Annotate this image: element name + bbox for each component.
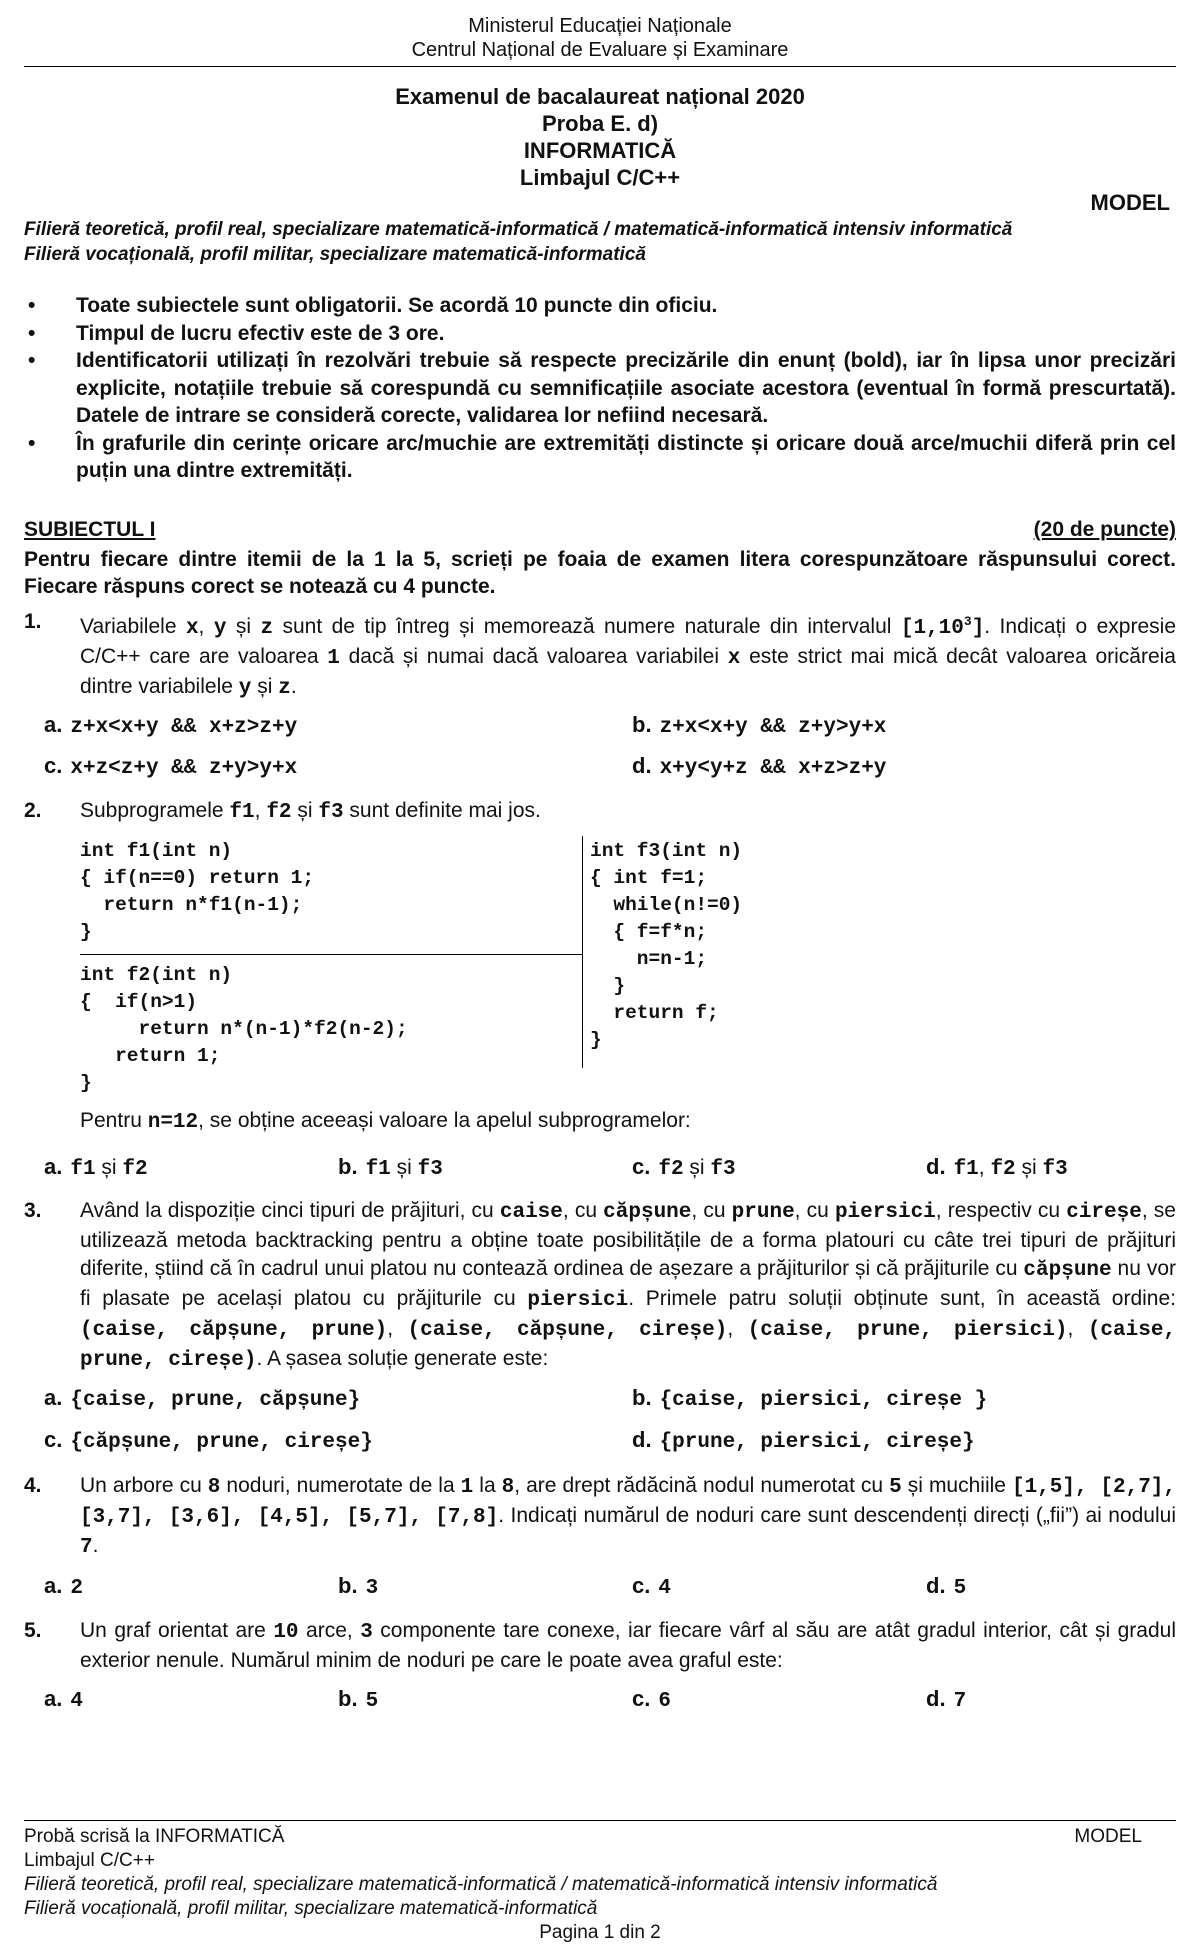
- code-f3: int f3(int n) { int f=1; while(n!=0) { f=f*n; n=n-1; } return f; }: [590, 840, 743, 1051]
- question-text: Subprogramele f1, f2 și f3 sunt definite mai jos.: [80, 799, 541, 824]
- question-2-prompt: Pentru n=12, se obține aceeași valoare la apelul subprogramelor:: [80, 1109, 691, 1134]
- question-2: [24, 797, 1176, 827]
- footer-filiera-1: Filieră teoretică, profil real, specializare matematică-informatică / matematică-informatică intensiv informatică: [24, 1874, 938, 1895]
- question-number: 3.: [24, 1199, 42, 1222]
- option-1c[interactable]: c. x+z<z+y && z+y>y+x: [44, 753, 298, 780]
- option-2d[interactable]: d. f1, f2 și f3: [926, 1154, 1068, 1181]
- section-points: (20 de puncte): [1033, 518, 1176, 541]
- exam-proba: Proba E. d): [541, 111, 659, 136]
- rule-item: [24, 320, 1176, 348]
- question-4: [24, 1472, 1176, 1562]
- question-3: [24, 1197, 1176, 1375]
- filiera-line-1: Filieră teoretică, profil real, specializare matematică-informatică / matematică-informatică intensiv informatică: [24, 219, 1013, 240]
- rule-text: Toate subiectele sunt obligatorii. Se acordă 10 puncte din oficiu.: [76, 294, 718, 317]
- section-header: [24, 518, 1176, 542]
- exam-title-block: [24, 83, 1176, 191]
- bullet: •: [28, 294, 36, 317]
- rule-item: [24, 430, 1176, 485]
- filiera-line-2: Filieră vocațională, profil militar, specializare matematică-informatică: [24, 244, 646, 265]
- page-number: Pagina 1 din 2: [539, 1922, 661, 1943]
- option-1d[interactable]: d. x+y<y+z && x+z>z+y: [632, 753, 887, 780]
- option-5c[interactable]: c. 6: [632, 1686, 671, 1713]
- question-5: [24, 1617, 1176, 1675]
- rule-text: În grafurile din cerințe oricare arc/muchie are extremități distincte și oricare două arce/muchii diferă prin cel puțin una dintre extremități.: [76, 431, 1176, 482]
- option-3a[interactable]: a. {caise, prune, căpșune}: [44, 1385, 361, 1412]
- code-divider-vertical: [582, 836, 583, 1068]
- ministry-name: Ministerul Educației Naționale: [468, 15, 732, 37]
- option-2c[interactable]: c. f2 și f3: [632, 1154, 736, 1181]
- option-1a[interactable]: a. z+x<x+y && x+z>z+y: [44, 712, 298, 739]
- footer-title: Probă scrisă la INFORMATICĂ: [24, 1826, 285, 1847]
- option-5d[interactable]: d. 7: [926, 1686, 967, 1713]
- option-5a[interactable]: a. 4: [44, 1686, 83, 1713]
- option-4c[interactable]: c. 4: [632, 1573, 671, 1600]
- rule-item: [24, 347, 1176, 430]
- option-4a[interactable]: a. 2: [44, 1573, 83, 1600]
- exam-language: Limbajul C/C++: [519, 165, 681, 190]
- question-text: Având la dispoziție cinci tipuri de prăjituri, cu caise, cu căpșune, cu prune, cu piersici, respectiv cu cireșe, se utilizează metoda backtracking pentru a obține toate posibilitățile de a forma platouri cu câte trei tipuri de prăjituri diferite, știind că în cadrul unui platou nu contează ordinea de așezare a prăjiturilor și că prăjiturile cu căpșune nu vor fi plasate pe același platou cu prăjiturile cu piersici. Primele patru soluții obținute sunt, în această ordine: (caise, căpșune, prune), (caise, căpșune, cireșe), (caise, prune, piersici), (caise, prune, cireșe). A șasea soluție generate este:: [80, 1199, 1177, 1372]
- section-name: SUBIECTUL I: [24, 518, 156, 541]
- option-3b[interactable]: b. {caise, piersici, cireșe }: [632, 1385, 988, 1412]
- model-label: MODEL: [1090, 190, 1170, 215]
- footer-language: Limbajul C/C++: [24, 1850, 155, 1871]
- section-instructions: Pentru fiecare dintre itemii de la 1 la 5, scrieți pe foaia de examen litera corespunzătoare răspunsului corect. Fiecare răspuns corect se notează cu 4 puncte.: [24, 548, 1176, 598]
- code-divider-horizontal: [80, 954, 582, 955]
- page-footer: [24, 1825, 1176, 1945]
- general-rules: [24, 292, 1176, 485]
- rule-text: Timpul de lucru efectiv este de 3 ore.: [76, 321, 445, 345]
- rule-text: Identificatorii utilizați în rezolvări trebuie să respecte precizările din enunț (bold), iar în lipsa unor precizări explicite, notațiile trebuie să corespundă cu semnificațiile asociate acestora (eventual în formă prescurtată). Datele de intrare se consideră corecte, validarea lor nefiind necesară.: [76, 349, 1176, 427]
- code-f1: int f1(int n) { if(n==0) return 1; return n*f1(n-1); }: [80, 840, 315, 943]
- code-f2: int f2(int n) { if(n>1) return n*(n-1)*f2(n-2); return 1; }: [80, 964, 408, 1094]
- option-3c[interactable]: c. {căpșune, prune, cireșe}: [44, 1427, 373, 1454]
- center-name: Centrul Național de Evaluare și Examinare: [411, 39, 789, 61]
- footer-divider: [24, 1820, 1176, 1821]
- option-3d[interactable]: d. {prune, piersici, cireșe}: [632, 1427, 975, 1454]
- option-2a[interactable]: a. f1 și f2: [44, 1154, 148, 1181]
- question-number: 1.: [24, 610, 42, 633]
- header-divider: [24, 66, 1176, 67]
- footer-row: [24, 1825, 1176, 1849]
- ministry-header: [24, 14, 1176, 62]
- question-text: Un graf orientat are 10 arce, 3 componente tare conexe, iar fiecare vârf al său are atât gradul interior, cât și gradul exterior nenule. Numărul minim de noduri pe care le poate avea graful este:: [80, 1619, 1176, 1672]
- question-number: 5.: [24, 1619, 42, 1642]
- option-4b[interactable]: b. 3: [338, 1573, 379, 1600]
- exam-title: Examenul de bacalaureat național 2020: [395, 84, 805, 109]
- exam-subject: INFORMATICĂ: [523, 138, 677, 163]
- footer-filiera-2: Filieră vocațională, profil militar, specializare matematică-informatică: [24, 1898, 598, 1919]
- bullet: •: [28, 321, 36, 345]
- bullet: •: [28, 349, 36, 372]
- option-5b[interactable]: b. 5: [338, 1686, 379, 1713]
- rule-item: [24, 292, 1176, 320]
- question-text: Variabilele x, y și z sunt de tip întreg și memorează numere naturale din intervalul [1,10$^3$]. Indicați o expresie C/C++ care are valoarea 1 dacă și numai dacă valoarea variabilei x este strict mai mică decât valoarea oricăreia dintre variabilele y și z.: [80, 614, 1176, 700]
- question-number: 4.: [24, 1474, 42, 1497]
- option-2b[interactable]: b. f1 și f3: [338, 1154, 443, 1181]
- footer-model: MODEL: [1074, 1826, 1142, 1847]
- option-4d[interactable]: d. 5: [926, 1573, 967, 1600]
- bullet: •: [28, 431, 36, 455]
- question-number: 2.: [24, 799, 42, 822]
- question-text: Un arbore cu 8 noduri, numerotate de la 1 la 8, are drept rădăcină nodul numerotat cu 5 și muchiile [1,5], [2,7], [3,7], [3,6], [4,5], [5,7], [7,8]. Indicați numărul de noduri care sunt descendenți direcți („fii”) ai nodului 7.: [80, 1474, 1177, 1559]
- question-1: [24, 608, 1176, 703]
- option-1b[interactable]: b. z+x<x+y && z+y>y+x: [632, 712, 887, 739]
